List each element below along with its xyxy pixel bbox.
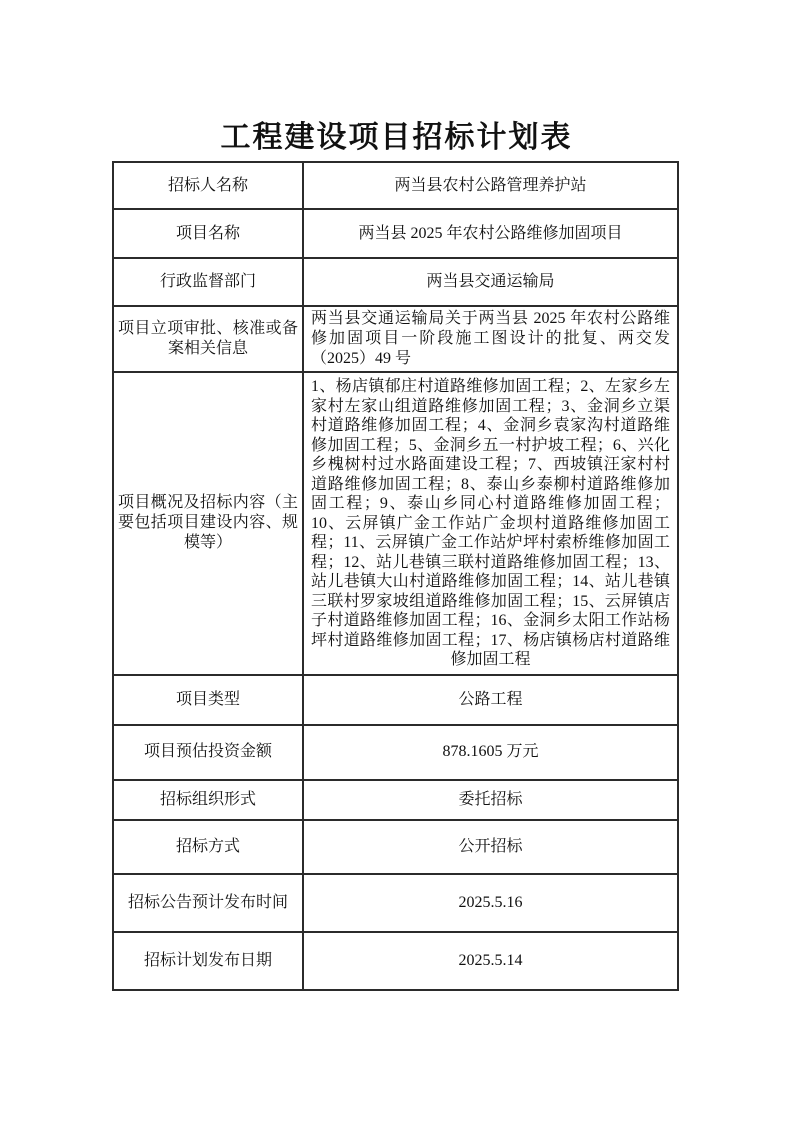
row-value: 两当县 2025 年农村公路维修加固项目 [303, 209, 678, 258]
row-value: 1、杨店镇郁庄村道路维修加固工程；2、左家乡左家村左家山组道路维修加固工程；3、金洞乡立渠村道路维修加固工程；4、金洞乡袁家沟村道路维修加固工程；5、金洞乡五一村护坡工程；6、兴化乡槐树村过水路面建设工程；7、西坡镇汪家村村道路维修加固工程；8、泰山乡泰柳村道路维修加固工程；9、泰山乡同心村道路维修加固工程；10、云屏镇广金工作站广金坝村道路维修加固工程；11、云屏镇广金工作站炉坪村索桥维修加固工程；12、站儿巷镇三联村道路维修加固工程；13、站儿巷镇大山村道路维修加固工程；14、站儿巷镇三联村罗家坡组道路维修加固工程；15、云屏镇店子村道路维修加固工程；16、金洞乡太阳工作站杨坪村道路维修加固工程；17、杨店镇杨店村道路维修加固工程 [303, 372, 678, 675]
row-label: 招标方式 [113, 820, 303, 874]
row-value: 公路工程 [303, 675, 678, 725]
row-label: 项目类型 [113, 675, 303, 725]
row-bidding-method [113, 820, 678, 874]
row-label: 项目立项审批、核准或备案相关信息 [113, 306, 303, 372]
row-tenderer-name [113, 162, 678, 209]
row-bidding-organization-form [113, 780, 678, 820]
row-value: 两当县农村公路管理养护站 [303, 162, 678, 209]
row-label: 行政监督部门 [113, 258, 303, 306]
row-value: 878.1605 万元 [303, 725, 678, 780]
row-plan-publish-date [113, 932, 678, 990]
row-value: 两当县交通运输局关于两当县 2025 年农村公路维修加固项目一阶段施工图设计的批复、两交发（2025）49 号 [303, 306, 678, 372]
row-project-type [113, 675, 678, 725]
row-announcement-expected-date [113, 874, 678, 932]
row-approval-info [113, 306, 678, 372]
row-value: 公开招标 [303, 820, 678, 874]
row-value: 2025.5.14 [303, 932, 678, 990]
page-title: 工程建设项目招标计划表 [220, 121, 573, 154]
row-label: 项目概况及招标内容（主要包括项目建设内容、规模等） [113, 372, 303, 675]
row-label: 项目预估投资金额 [113, 725, 303, 780]
row-project-overview [113, 372, 678, 675]
bidding-plan-table [112, 161, 679, 991]
row-project-name [113, 209, 678, 258]
row-label: 招标公告预计发布时间 [113, 874, 303, 932]
row-value: 两当县交通运输局 [303, 258, 678, 306]
row-label: 项目名称 [113, 209, 303, 258]
row-label: 招标人名称 [113, 162, 303, 209]
row-value: 委托招标 [303, 780, 678, 820]
row-label: 招标计划发布日期 [113, 932, 303, 990]
row-value: 2025.5.16 [303, 874, 678, 932]
row-estimated-investment [113, 725, 678, 780]
row-supervisory-department [113, 258, 678, 306]
row-label: 招标组织形式 [113, 780, 303, 820]
